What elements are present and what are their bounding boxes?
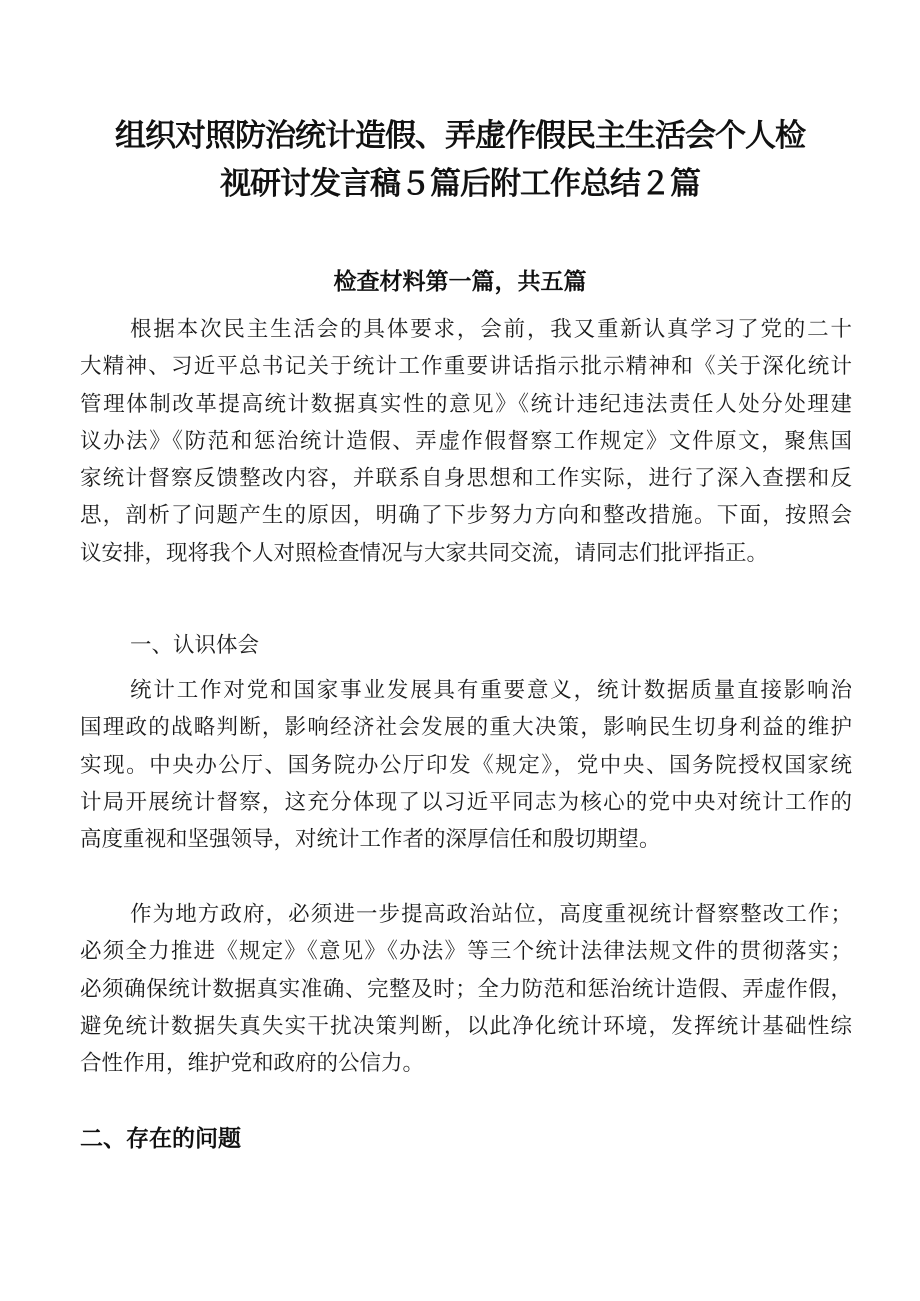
paragraph-line: 合性作用，维护党和政府的公信力。 — [80, 1051, 425, 1077]
paragraph-line: 管理体制改革提高统计数据真实性的意见》《统计违纪违法责任人处分处理建 — [80, 391, 852, 417]
paragraph-line: 必须全力推进《规定》《意见》《办法》等三个统计法律法规文件的贯彻落实； — [80, 939, 852, 965]
section-heading: 检查材料第一篇，共五篇 — [333, 269, 587, 295]
paragraph-line: 计局开展统计督察，这充分体现了以习近平同志为核心的党中央对统计工作的 — [80, 789, 852, 815]
paragraph-line: 高度重视和坚强领导，对统计工作者的深厚信任和殷切期望。 — [80, 827, 661, 853]
title-line-2: 视研讨发言稿５篇后附工作总结２篇 — [220, 166, 700, 202]
paragraph-line: 避免统计数据失真失实干扰决策判断，以此净化统计环境，发挥统计基础性综 — [80, 1013, 852, 1039]
paragraph-line: 家统计督察反馈整改内容，并联系自身思想和工作实际，进行了深入查摆和反 — [80, 466, 852, 492]
paragraph-line: 统计工作对党和国家事业发展具有重要意义，统计数据质量直接影响治 — [130, 678, 852, 703]
paragraph-line: 议办法》《防范和惩治统计造假、弄虚作假督察工作规定》文件原文，聚焦国 — [80, 428, 852, 454]
subheading-understanding: 一、认识体会 — [130, 633, 260, 658]
paragraph-line: 国理政的战略判断，影响经济社会发展的重大决策，影响民生切身利益的维护 — [80, 715, 852, 741]
paragraph-line: 作为地方政府，必须进一步提高政治站位，高度重视统计督察整改工作； — [130, 902, 852, 927]
document-title — [60, 112, 860, 208]
title-line-1: 组织对照防治统计造假、弄虚作假民主生活会个人检 — [115, 118, 805, 154]
paragraph-importance — [80, 672, 852, 858]
subheading-existing-problems: 二、存在的问题 — [80, 1126, 241, 1152]
paragraph-line: 大精神、习近平总书记关于统计工作重要讲话指示批示精神和《关于深化统计 — [80, 354, 852, 380]
paragraph-line: 议安排，现将我个人对照检查情况与大家共同交流，请同志们批评指正。 — [80, 540, 769, 566]
paragraph-line: 根据本次民主生活会的具体要求，会前，我又重新认真学习了党的二十 — [130, 317, 852, 342]
paragraph-line: 必须确保统计数据真实准确、完整及时；全力防范和惩治统计造假、弄虚作假， — [80, 976, 852, 1002]
paragraph-line: 实现。中央办公厅、国务院办公厅印发《规定》，党中央、国务院授权国家统 — [80, 752, 852, 778]
paragraph-line: 思，剖析了问题产生的原因，明确了下步努力方向和整改措施。下面，按照会 — [80, 503, 852, 529]
paragraph-intro — [80, 311, 852, 572]
paragraph-local-government — [80, 896, 852, 1082]
